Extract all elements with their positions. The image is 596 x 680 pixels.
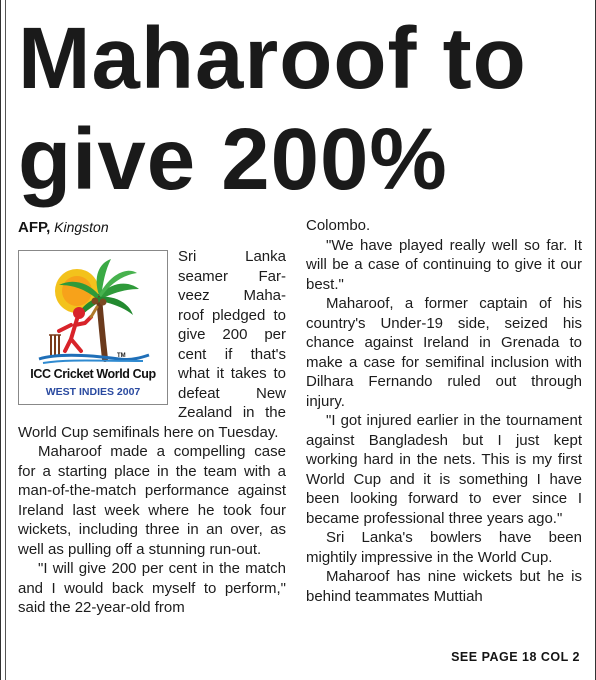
article-column-left <box>18 247 286 618</box>
article-column-right <box>306 216 582 606</box>
intro-line: veez Maha- <box>178 287 286 304</box>
intro-line: Zealand in the <box>178 404 286 421</box>
intro-line: Sri Lanka <box>178 248 286 265</box>
intro-line: cent if that's <box>178 345 286 363</box>
headline-line-1: Maharoof to <box>18 10 527 107</box>
logo-trademark: TM <box>117 353 126 359</box>
paragraph-2: Maharoof made a compelling case for a starting place in the team with a man-of-the-match performance against Ireland last week where he took four wickets, including three in an over, as well as pulling off a stunning run-out. <box>18 443 286 558</box>
byline-place: Kingston <box>54 219 109 235</box>
intro-line: give 200 per <box>178 326 286 343</box>
paragraph-5: Maharoof, a former captain of his country's Under-19 side, seized his chance against Ireland in Grenada to make a case for semifinal inclusion with Dilhara Fernando ruled out through injury. <box>306 295 582 410</box>
headline-line-2: give 200% <box>18 111 448 208</box>
paragraph-8: Maharoof has nine wickets but he is behind teammates Muttiah <box>306 568 582 605</box>
column-rule <box>5 0 6 680</box>
paragraph-continuation: Colombo. <box>306 217 371 234</box>
paragraph-6: "I got injured earlier in the tournament against Bangladesh but I just kept working hard in the nets. This is my first World Cup and it is something I have been looking forward to ever since I became professional three years ago." <box>306 412 582 527</box>
logo-subtitle: WEST INDIES 2007 <box>45 386 141 398</box>
intro-line: defeat New <box>178 384 286 402</box>
continued-on-page: SEE PAGE 18 COL 2 <box>451 650 580 664</box>
intro-line: what it takes to <box>178 365 286 382</box>
byline-agency: AFP, <box>18 219 51 236</box>
intro-rest: World Cup semifinals here on Tuesday. <box>18 423 279 441</box>
world-cup-logo <box>18 250 168 405</box>
intro-line: roof pledged to <box>178 306 286 324</box>
logo-title: ICC Cricket World Cup <box>30 367 156 381</box>
intro-line: seamer Far- <box>178 267 286 285</box>
paragraph-3: "I will give 200 per cent in the match and I would back myself to perform," said the 22-year-old from <box>18 560 286 616</box>
paragraph-4: "We have played really well so far. It will be a case of continuing to give it our best." <box>306 236 582 293</box>
headline <box>18 8 588 210</box>
paragraph-7: Sri Lanka's bowlers have been mightily impressive in the World Cup. <box>306 529 582 566</box>
byline <box>18 219 109 236</box>
